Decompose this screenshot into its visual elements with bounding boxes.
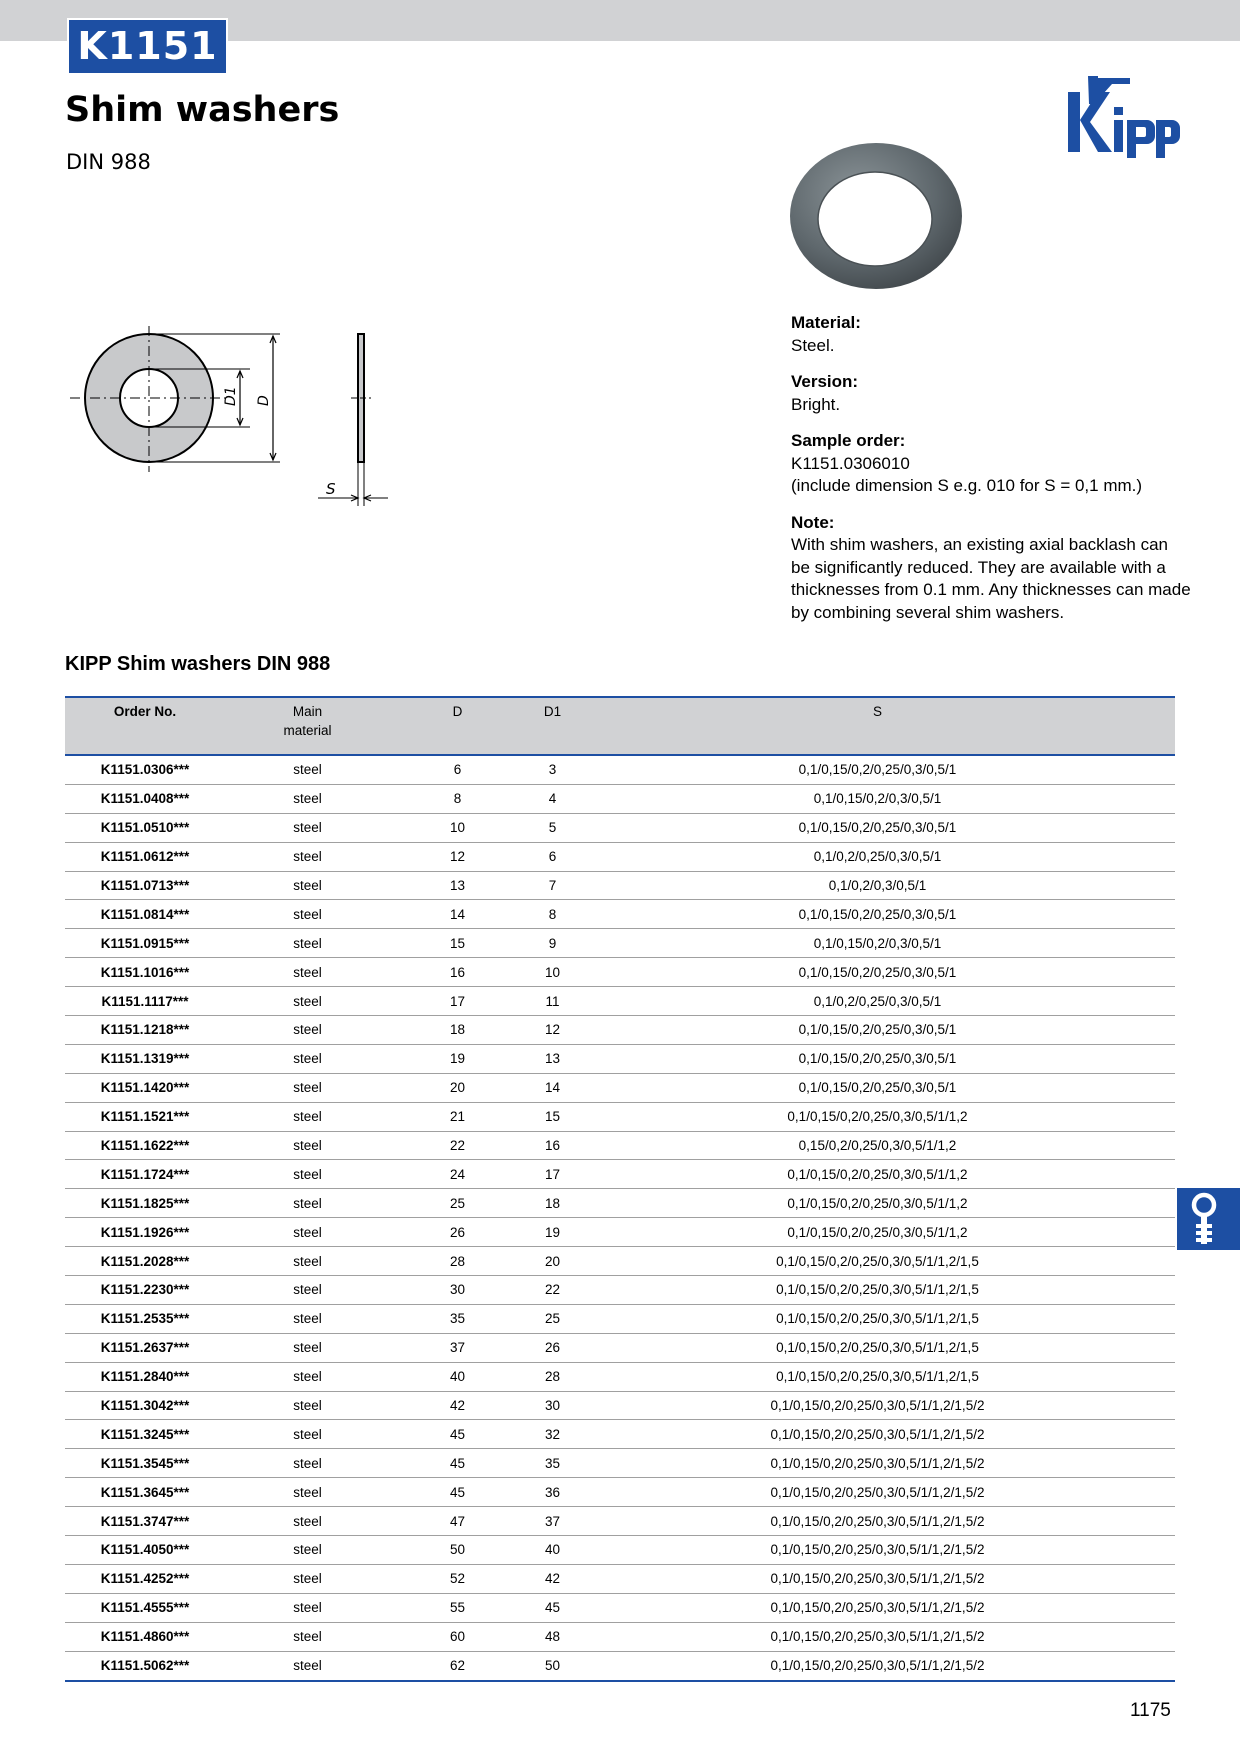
- cell-order-no: K1151.1724***: [65, 1160, 225, 1189]
- table-row: [65, 755, 1175, 784]
- washer-photo: [786, 140, 966, 290]
- cell-d1: 48: [525, 1622, 580, 1651]
- cell-d: 18: [390, 1016, 525, 1045]
- cell-d: 42: [390, 1391, 525, 1420]
- cell-d: 17: [390, 987, 525, 1016]
- cell-material: steel: [225, 1564, 390, 1593]
- cell-d1: 42: [525, 1564, 580, 1593]
- key-icon: [1177, 1188, 1240, 1250]
- cell-s: 0,1/0,15/0,2/0,25/0,3/0,5/1/1,2: [580, 1102, 1175, 1131]
- cell-order-no: K1151.2840***: [65, 1362, 225, 1391]
- cell-s: 0,15/0,2/0,25/0,3/0,5/1/1,2: [580, 1131, 1175, 1160]
- product-table-wrapper: [65, 696, 1175, 1682]
- cell-order-no: K1151.0713***: [65, 871, 225, 900]
- cell-d1: 36: [525, 1478, 580, 1507]
- table-row: [65, 1073, 1175, 1102]
- spec-note: Note: With shim washers, an existing axial backlash can be significantly reduced. They are available with a thicknesses from 0.1 mm. Any thicknesses can made by combining several shim washers.: [791, 512, 1191, 622]
- cell-d: 45: [390, 1449, 525, 1478]
- label-d: D: [256, 395, 272, 406]
- table-row: [65, 784, 1175, 813]
- cell-material: steel: [225, 1247, 390, 1276]
- cell-d1: 3: [525, 755, 580, 784]
- cell-d1: 28: [525, 1362, 580, 1391]
- cell-d: 12: [390, 842, 525, 871]
- cell-s: 0,1/0,15/0,2/0,25/0,3/0,5/1: [580, 1044, 1175, 1073]
- cell-material: steel: [225, 1131, 390, 1160]
- cell-s: 0,1/0,15/0,2/0,25/0,3/0,5/1: [580, 1016, 1175, 1045]
- cell-s: 0,1/0,15/0,2/0,25/0,3/0,5/1/1,2/1,5: [580, 1304, 1175, 1333]
- cell-order-no: K1151.0915***: [65, 929, 225, 958]
- cell-d: 14: [390, 900, 525, 929]
- cell-d1: 7: [525, 871, 580, 900]
- cell-d1: 20: [525, 1247, 580, 1276]
- cell-order-no: K1151.0612***: [65, 842, 225, 871]
- cell-s: 0,1/0,15/0,2/0,25/0,3/0,5/1/1,2/1,5/2: [580, 1564, 1175, 1593]
- cell-material: steel: [225, 1593, 390, 1622]
- product-table: [65, 696, 1175, 1682]
- cell-s: 0,1/0,15/0,2/0,3/0,5/1: [580, 929, 1175, 958]
- cell-d1: 16: [525, 1131, 580, 1160]
- cell-s: 0,1/0,15/0,2/0,25/0,3/0,5/1: [580, 1073, 1175, 1102]
- table-row: [65, 1391, 1175, 1420]
- cell-order-no: K1151.1521***: [65, 1102, 225, 1131]
- cell-material: steel: [225, 1622, 390, 1651]
- cell-d1: 9: [525, 929, 580, 958]
- cell-order-no: K1151.2230***: [65, 1276, 225, 1305]
- cell-d1: 25: [525, 1304, 580, 1333]
- table-row: [65, 1160, 1175, 1189]
- cell-order-no: K1151.2028***: [65, 1247, 225, 1276]
- cell-d: 15: [390, 929, 525, 958]
- cell-order-no: K1151.1825***: [65, 1189, 225, 1218]
- table-row: [65, 987, 1175, 1016]
- cell-material: steel: [225, 1189, 390, 1218]
- cell-s: 0,1/0,15/0,2/0,25/0,3/0,5/1/1,2/1,5/2: [580, 1420, 1175, 1449]
- table-title: KIPP Shim washers DIN 988: [65, 653, 331, 675]
- cell-order-no: K1151.0306***: [65, 755, 225, 784]
- table-row: [65, 1333, 1175, 1362]
- cell-material: steel: [225, 1449, 390, 1478]
- cell-d: 60: [390, 1622, 525, 1651]
- cell-d: 35: [390, 1304, 525, 1333]
- spec-version: Version: Bright.: [791, 372, 859, 414]
- label-s: S: [326, 480, 336, 498]
- cell-d1: 45: [525, 1593, 580, 1622]
- cell-s: 0,1/0,15/0,2/0,25/0,3/0,5/1/1,2: [580, 1218, 1175, 1247]
- cell-s: 0,1/0,15/0,2/0,25/0,3/0,5/1/1,2/1,5: [580, 1362, 1175, 1391]
- cell-order-no: K1151.3245***: [65, 1420, 225, 1449]
- cell-d1: 5: [525, 813, 580, 842]
- cell-s: 0,1/0,15/0,2/0,25/0,3/0,5/1/1,2/1,5/2: [580, 1593, 1175, 1622]
- cell-d1: 40: [525, 1536, 580, 1565]
- header-d: D: [390, 697, 525, 755]
- spec-material: Material: Steel.: [791, 313, 861, 355]
- cell-d1: 32: [525, 1420, 580, 1449]
- table-row: [65, 1131, 1175, 1160]
- table-row: [65, 1478, 1175, 1507]
- header-d1: D1: [525, 697, 580, 755]
- cell-material: steel: [225, 1420, 390, 1449]
- cell-s: 0,1/0,15/0,2/0,25/0,3/0,5/1: [580, 958, 1175, 987]
- cell-d: 37: [390, 1333, 525, 1362]
- table-row: [65, 1449, 1175, 1478]
- cell-d1: 35: [525, 1449, 580, 1478]
- cell-order-no: K1151.3545***: [65, 1449, 225, 1478]
- cell-d1: 15: [525, 1102, 580, 1131]
- cell-material: steel: [225, 1304, 390, 1333]
- cell-material: steel: [225, 1102, 390, 1131]
- cell-s: 0,1/0,2/0,25/0,3/0,5/1: [580, 987, 1175, 1016]
- cell-d: 50: [390, 1536, 525, 1565]
- cell-order-no: K1151.3042***: [65, 1391, 225, 1420]
- cell-s: 0,1/0,15/0,2/0,25/0,3/0,5/1: [580, 755, 1175, 784]
- cell-material: steel: [225, 1507, 390, 1536]
- cell-d: 55: [390, 1593, 525, 1622]
- cell-d1: 30: [525, 1391, 580, 1420]
- cell-material: steel: [225, 958, 390, 987]
- cell-d1: 37: [525, 1507, 580, 1536]
- cell-d1: 14: [525, 1073, 580, 1102]
- cell-s: 0,1/0,15/0,2/0,25/0,3/0,5/1: [580, 813, 1175, 842]
- table-row: [65, 842, 1175, 871]
- table-row: [65, 1420, 1175, 1449]
- side-tab: [1177, 1188, 1240, 1250]
- header-s: S: [580, 697, 1175, 755]
- cell-d1: 50: [525, 1651, 580, 1680]
- page-title: Shim washers: [65, 90, 340, 130]
- cell-order-no: K1151.4860***: [65, 1622, 225, 1651]
- cell-order-no: K1151.3645***: [65, 1478, 225, 1507]
- cell-s: 0,1/0,15/0,2/0,25/0,3/0,5/1/1,2/1,5: [580, 1276, 1175, 1305]
- cell-d1: 4: [525, 784, 580, 813]
- cell-d: 45: [390, 1420, 525, 1449]
- page-subtitle: DIN 988: [66, 150, 151, 174]
- cell-d: 45: [390, 1478, 525, 1507]
- table-row: [65, 1247, 1175, 1276]
- cell-order-no: K1151.4252***: [65, 1564, 225, 1593]
- table-row: [65, 813, 1175, 842]
- table-row: [65, 1218, 1175, 1247]
- cell-s: 0,1/0,15/0,2/0,25/0,3/0,5/1: [580, 900, 1175, 929]
- cell-d: 40: [390, 1362, 525, 1391]
- cell-d: 28: [390, 1247, 525, 1276]
- cell-material: steel: [225, 987, 390, 1016]
- table-row: [65, 1622, 1175, 1651]
- cell-s: 0,1/0,15/0,2/0,25/0,3/0,5/1/1,2/1,5/2: [580, 1536, 1175, 1565]
- cell-material: steel: [225, 1362, 390, 1391]
- cell-d: 21: [390, 1102, 525, 1131]
- cell-s: 0,1/0,15/0,2/0,25/0,3/0,5/1/1,2/1,5/2: [580, 1622, 1175, 1651]
- cell-material: steel: [225, 1391, 390, 1420]
- cell-s: 0,1/0,15/0,2/0,25/0,3/0,5/1/1,2/1,5/2: [580, 1651, 1175, 1680]
- cell-d: 62: [390, 1651, 525, 1680]
- cell-d1: 6: [525, 842, 580, 871]
- cell-material: steel: [225, 1536, 390, 1565]
- table-row: [65, 1564, 1175, 1593]
- product-code-badge: K1151: [67, 18, 228, 75]
- cell-s: 0,1/0,15/0,2/0,25/0,3/0,5/1/1,2: [580, 1160, 1175, 1189]
- table-row: [65, 1276, 1175, 1305]
- cell-d: 19: [390, 1044, 525, 1073]
- cell-material: steel: [225, 1044, 390, 1073]
- cell-order-no: K1151.0510***: [65, 813, 225, 842]
- cell-s: 0,1/0,2/0,25/0,3/0,5/1: [580, 842, 1175, 871]
- cell-order-no: K1151.1016***: [65, 958, 225, 987]
- cell-s: 0,1/0,15/0,2/0,25/0,3/0,5/1/1,2/1,5/2: [580, 1478, 1175, 1507]
- table-row: [65, 1189, 1175, 1218]
- header-order-no: Order No.: [65, 697, 225, 755]
- cell-d1: 26: [525, 1333, 580, 1362]
- table-row: [65, 1102, 1175, 1131]
- cell-material: steel: [225, 1276, 390, 1305]
- cell-d1: 13: [525, 1044, 580, 1073]
- technical-drawing: [70, 326, 400, 511]
- cell-d: 16: [390, 958, 525, 987]
- cell-s: 0,1/0,15/0,2/0,25/0,3/0,5/1/1,2/1,5: [580, 1333, 1175, 1362]
- label-d1: D1: [223, 386, 239, 406]
- cell-material: steel: [225, 1160, 390, 1189]
- page-number: 1175: [1130, 1700, 1171, 1721]
- cell-d1: 19: [525, 1218, 580, 1247]
- cell-order-no: K1151.2637***: [65, 1333, 225, 1362]
- table-row: [65, 1044, 1175, 1073]
- table-row: [65, 929, 1175, 958]
- cell-order-no: K1151.5062***: [65, 1651, 225, 1680]
- cell-d: 8: [390, 784, 525, 813]
- table-row: [65, 1593, 1175, 1622]
- cell-order-no: K1151.0814***: [65, 900, 225, 929]
- table-row: [65, 900, 1175, 929]
- table-body: [65, 755, 1175, 1681]
- cell-material: steel: [225, 1478, 390, 1507]
- cell-order-no: K1151.3747***: [65, 1507, 225, 1536]
- cell-order-no: K1151.2535***: [65, 1304, 225, 1333]
- cell-material: steel: [225, 900, 390, 929]
- cell-material: steel: [225, 871, 390, 900]
- table-header-row: [65, 697, 1175, 755]
- cell-material: steel: [225, 1333, 390, 1362]
- cell-order-no: K1151.0408***: [65, 784, 225, 813]
- cell-d: 26: [390, 1218, 525, 1247]
- cell-s: 0,1/0,15/0,2/0,25/0,3/0,5/1/1,2/1,5/2: [580, 1449, 1175, 1478]
- table-row: [65, 1304, 1175, 1333]
- cell-material: steel: [225, 842, 390, 871]
- cell-material: steel: [225, 1073, 390, 1102]
- cell-d: 10: [390, 813, 525, 842]
- cell-material: steel: [225, 929, 390, 958]
- cell-order-no: K1151.1319***: [65, 1044, 225, 1073]
- cell-material: steel: [225, 1651, 390, 1680]
- cell-d: 25: [390, 1189, 525, 1218]
- specifications: [791, 312, 1191, 638]
- cell-s: 0,1/0,2/0,3/0,5/1: [580, 871, 1175, 900]
- cell-d1: 18: [525, 1189, 580, 1218]
- cell-d: 24: [390, 1160, 525, 1189]
- table-row: [65, 871, 1175, 900]
- cell-d: 20: [390, 1073, 525, 1102]
- spec-sample-order: Sample order: K1151.0306010 (include dimension S e.g. 010 for S = 0,1 mm.): [791, 431, 1143, 495]
- table-row: [65, 1016, 1175, 1045]
- cell-d: 13: [390, 871, 525, 900]
- cell-d1: 17: [525, 1160, 580, 1189]
- table-row: [65, 1507, 1175, 1536]
- cell-s: 0,1/0,15/0,2/0,25/0,3/0,5/1/1,2/1,5/2: [580, 1391, 1175, 1420]
- cell-order-no: K1151.1218***: [65, 1016, 225, 1045]
- table-row: [65, 1536, 1175, 1565]
- cell-order-no: K1151.1622***: [65, 1131, 225, 1160]
- cell-d: 52: [390, 1564, 525, 1593]
- header-main-material: Main material: [225, 697, 390, 755]
- cell-order-no: K1151.4555***: [65, 1593, 225, 1622]
- cell-d1: 8: [525, 900, 580, 929]
- cell-order-no: K1151.1117***: [65, 987, 225, 1016]
- cell-d: 47: [390, 1507, 525, 1536]
- cell-d1: 11: [525, 987, 580, 1016]
- cell-s: 0,1/0,15/0,2/0,25/0,3/0,5/1/1,2: [580, 1189, 1175, 1218]
- cell-material: steel: [225, 755, 390, 784]
- cell-d1: 22: [525, 1276, 580, 1305]
- cell-material: steel: [225, 1218, 390, 1247]
- cell-s: 0,1/0,15/0,2/0,25/0,3/0,5/1/1,2/1,5/2: [580, 1507, 1175, 1536]
- cell-material: steel: [225, 813, 390, 842]
- table-row: [65, 958, 1175, 987]
- cell-material: steel: [225, 784, 390, 813]
- table-row: [65, 1651, 1175, 1680]
- cell-order-no: K1151.4050***: [65, 1536, 225, 1565]
- kipp-logo: [1068, 76, 1180, 158]
- cell-s: 0,1/0,15/0,2/0,25/0,3/0,5/1/1,2/1,5: [580, 1247, 1175, 1276]
- cell-order-no: K1151.1420***: [65, 1073, 225, 1102]
- cell-d1: 12: [525, 1016, 580, 1045]
- table-row: [65, 1362, 1175, 1391]
- cell-d: 30: [390, 1276, 525, 1305]
- cell-d: 22: [390, 1131, 525, 1160]
- cell-order-no: K1151.1926***: [65, 1218, 225, 1247]
- cell-d1: 10: [525, 958, 580, 987]
- cell-s: 0,1/0,15/0,2/0,3/0,5/1: [580, 784, 1175, 813]
- cell-d: 6: [390, 755, 525, 784]
- cell-material: steel: [225, 1016, 390, 1045]
